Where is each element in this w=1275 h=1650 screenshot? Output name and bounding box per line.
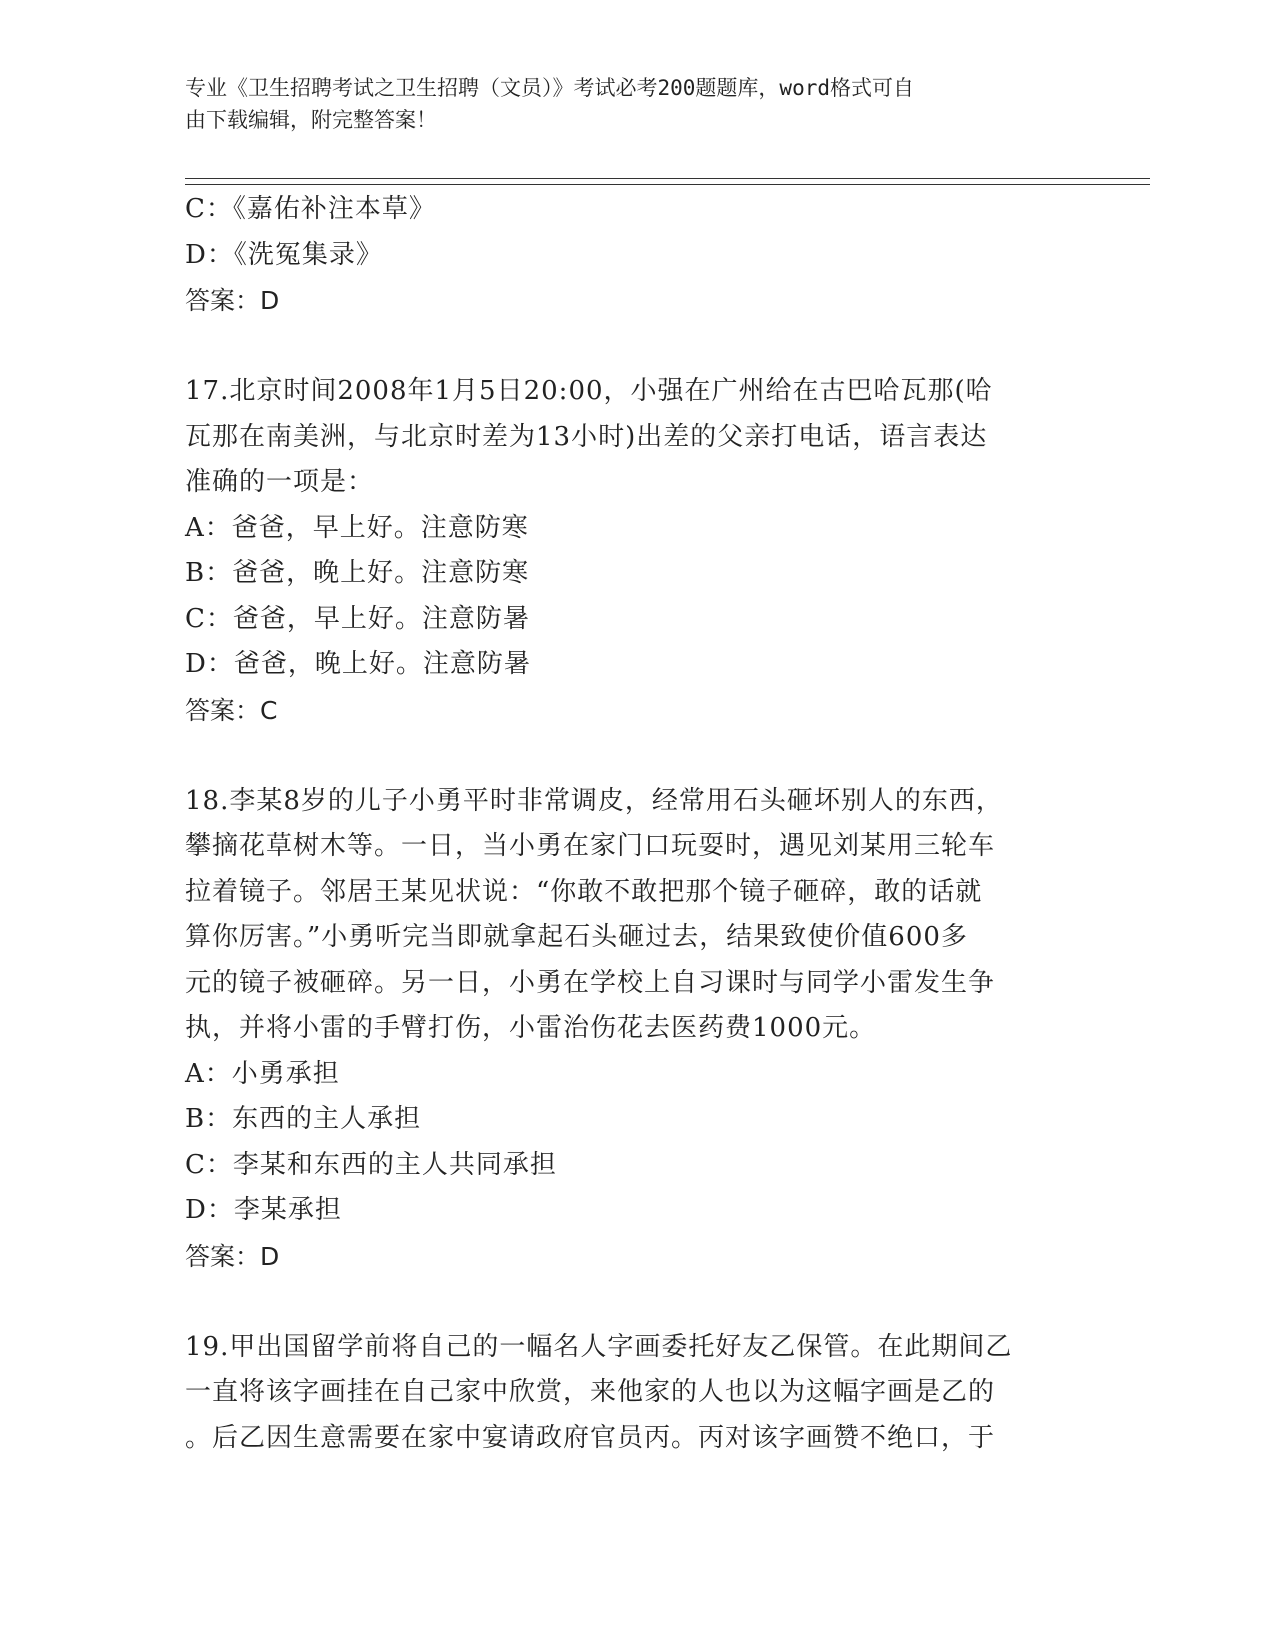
header-line-1: 专业《卫生招聘考试之卫生招聘（文员）》考试必考200题题库，word格式可自 [185,76,914,100]
question-text-line: 。后乙因生意需要在家中宴请政府官员丙。丙对该字画赞不绝口，于 [185,1422,996,1453]
option-d: D：《洗冤集录》 [185,239,383,270]
option-c: C：爸爸，早上好。注意防暑 [185,603,530,634]
answer-label: 答案：D [185,1241,280,1271]
question-18 [185,779,1065,1280]
question-text-line: 元的镜子被砸碎。另一日，小勇在学校上自习课时与同学小雷发生争 [185,967,996,998]
question-text-line: 算你厉害。”小勇听完当即就拿起石头砸过去，结果致使价值600多 [185,922,968,952]
question-text-line: 瓦那在南美洲，与北京时差为13小时)出差的父亲打电话，语言表达 [185,421,988,452]
question-text-line: 17.北京时间2008年1月5日20:00，小强在广州给在古巴哈瓦那(哈 [185,376,993,406]
header-line-2: 由下载编辑，附完整答案！ [185,108,437,132]
header-divider-bottom [185,184,1150,185]
option-c: C：李某和东西的主人共同承担 [185,1149,557,1180]
option-b: B：东西的主人承担 [185,1104,422,1134]
question-content [185,187,1065,1461]
question-text-line: 准确的一项是： [185,467,375,497]
option-c: C：《嘉佑补注本草》 [185,194,436,224]
spacer [185,733,1065,779]
option-d: D：爸爸，晚上好。注意防暑 [185,649,531,679]
question-text-line: 一直将该字画挂在自己家中欣赏，来他家的人也以为这幅字画是乙的 [185,1377,996,1407]
spacer [185,324,1065,370]
question-text-line: 拉着镜子。邻居王某见状说：“你敢不敢把那个镜子砸碎，敢的话就 [185,876,983,907]
option-d: D：李某承担 [185,1195,342,1225]
question-text-line: 攀摘花草树木等。一日，当小勇在家门口玩耍时，遇见刘某用三轮车 [185,831,996,861]
header-divider-top [185,178,1150,179]
answer-label: 答案：D [185,286,280,315]
answer-label: 答案：C [185,695,278,725]
option-a: A：小勇承担 [185,1058,340,1089]
question-17 [185,369,1065,733]
spacer [185,1279,1065,1325]
question-text-line: 19.甲出国留学前将自己的一幅名人字画委托好友乙保管。在此期间乙 [185,1331,1013,1362]
question-19 [185,1325,1065,1462]
question-text-line: 执，并将小雷的手臂打伤，小雷治伤花去医药费1000元。 [185,1013,877,1043]
option-a: A：爸爸，早上好。注意防寒 [185,512,529,543]
option-b: B：爸爸，晚上好。注意防寒 [185,558,530,588]
page-header [185,72,1065,136]
question-text-line: 18.李某8岁的儿子小勇平时非常调皮，经常用石头砸坏别人的东西， [185,785,1003,816]
